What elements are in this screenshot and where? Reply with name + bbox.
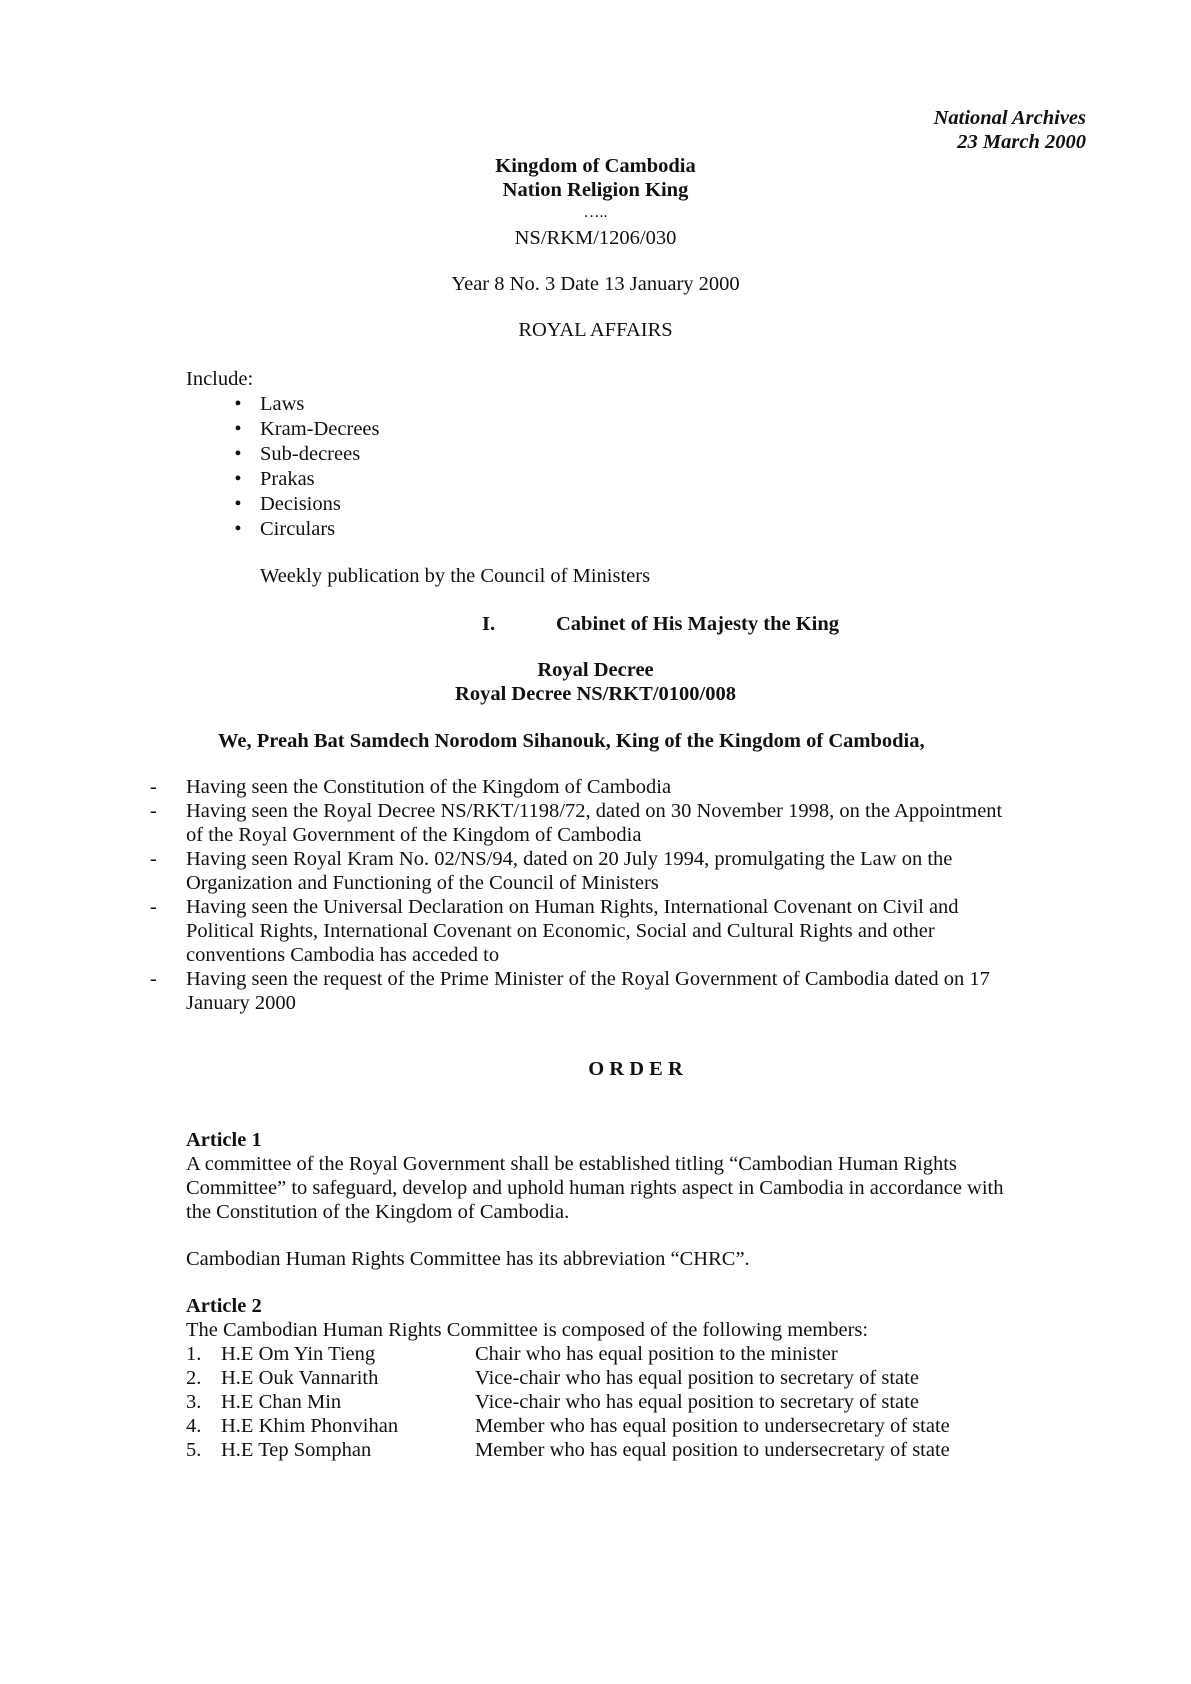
article-1-line: A committee of the Royal Government shall be established titling “Cambodian Human Rights — [186, 1153, 957, 1175]
section-title: ROYAL AFFAIRS — [518, 319, 673, 341]
recital-line: conventions Cambodia has acceded to — [186, 944, 500, 966]
reference-number: NS/RKM/1206/030 — [514, 227, 677, 249]
include-item-label: Laws — [260, 393, 305, 415]
bullet-icon: • — [234, 518, 242, 540]
include-item-label: Prakas — [260, 468, 315, 490]
member-number: 1. — [186, 1343, 202, 1365]
include-item-label: Sub-decrees — [260, 443, 361, 465]
article-1-line: Committee” to safeguard, develop and uphold human rights aspect in Cambodia in accordance with — [186, 1177, 1004, 1199]
country-heading: Kingdom of Cambodia — [495, 155, 696, 177]
bullet-icon: • — [234, 418, 242, 440]
heading-ornament: ….. — [583, 204, 608, 221]
article-1-title: Article 1 — [186, 1129, 262, 1151]
recital-line: Political Rights, International Covenant on Economic, Social and Cultural Rights and other — [186, 920, 935, 942]
part-number: I. — [482, 613, 496, 635]
member-role: Vice-chair who has equal position to secretary of state — [475, 1391, 919, 1413]
member-name: H.E Om Yin Tieng — [221, 1343, 376, 1365]
include-item-label: Circulars — [260, 518, 336, 540]
recital-dash: - — [150, 896, 157, 918]
include-item-label: Decisions — [260, 493, 341, 515]
recital-line: Organization and Functioning of the Council of Ministers — [186, 872, 659, 894]
recital-dash: - — [150, 800, 157, 822]
decree-preamble: We, Preah Bat Samdech Norodom Sihanouk, King of the Kingdom of Cambodia, — [218, 730, 925, 752]
decree-title: Royal Decree — [537, 659, 654, 681]
member-role: Member who has equal position to undersecretary of state — [475, 1415, 950, 1437]
article-1-line: the Constitution of the Kingdom of Cambodia. — [186, 1201, 570, 1223]
recital-line: Having seen the Universal Declaration on Human Rights, International Covenant on Civil and — [186, 896, 959, 918]
recital-dash: - — [150, 848, 157, 870]
member-name: H.E Khim Phonvihan — [221, 1415, 399, 1437]
recital-line: Having seen the Royal Decree NS/RKT/1198/72, dated on 30 November 1998, on the Appointment — [186, 800, 1003, 822]
member-role: Chair who has equal position to the minister — [475, 1343, 838, 1365]
recital-line: January 2000 — [186, 992, 296, 1014]
publication-note: Weekly publication by the Council of Ministers — [260, 565, 651, 587]
article-2-title: Article 2 — [186, 1295, 262, 1317]
decree-reference: Royal Decree NS/RKT/0100/008 — [455, 683, 736, 705]
motto-heading: Nation Religion King — [502, 179, 689, 201]
include-label: Include: — [186, 368, 254, 390]
member-number: 3. — [186, 1391, 202, 1413]
member-number: 5. — [186, 1439, 202, 1461]
bullet-icon: • — [234, 393, 242, 415]
member-role: Vice-chair who has equal position to secretary of state — [475, 1367, 919, 1389]
recital-line: Having seen the request of the Prime Minister of the Royal Government of Cambodia dated on 17 — [186, 968, 990, 990]
member-name: H.E Tep Somphan — [221, 1439, 372, 1461]
recital-dash: - — [150, 968, 157, 990]
include-item-label: Kram-Decrees — [260, 418, 380, 440]
recital-dash: - — [150, 776, 157, 798]
article-2-intro: The Cambodian Human Rights Committee is composed of the following members: — [186, 1319, 869, 1341]
bullet-icon: • — [234, 443, 242, 465]
member-name: H.E Ouk Vannarith — [221, 1367, 379, 1389]
member-number: 2. — [186, 1367, 202, 1389]
article-1-abbreviation: Cambodian Human Rights Committee has its abbreviation “CHRC”. — [186, 1248, 750, 1270]
recital-line: of the Royal Government of the Kingdom of Cambodia — [186, 824, 642, 846]
recital-line: Having seen Royal Kram No. 02/NS/94, dated on 20 July 1994, promulgating the Law on the — [186, 848, 953, 870]
member-number: 4. — [186, 1415, 202, 1437]
bullet-icon: • — [234, 468, 242, 490]
member-role: Member who has equal position to undersecretary of state — [475, 1439, 950, 1461]
order-heading: O R D E R — [588, 1058, 683, 1080]
archive-date: 23 March 2000 — [957, 131, 1086, 153]
bullet-icon: • — [234, 493, 242, 515]
issue-line: Year 8 No. 3 Date 13 January 2000 — [451, 273, 740, 295]
part-title: Cabinet of His Majesty the King — [556, 613, 839, 635]
archive-label: National Archives — [933, 107, 1086, 129]
recital-line: Having seen the Constitution of the Kingdom of Cambodia — [186, 776, 672, 798]
member-name: H.E Chan Min — [221, 1391, 342, 1413]
